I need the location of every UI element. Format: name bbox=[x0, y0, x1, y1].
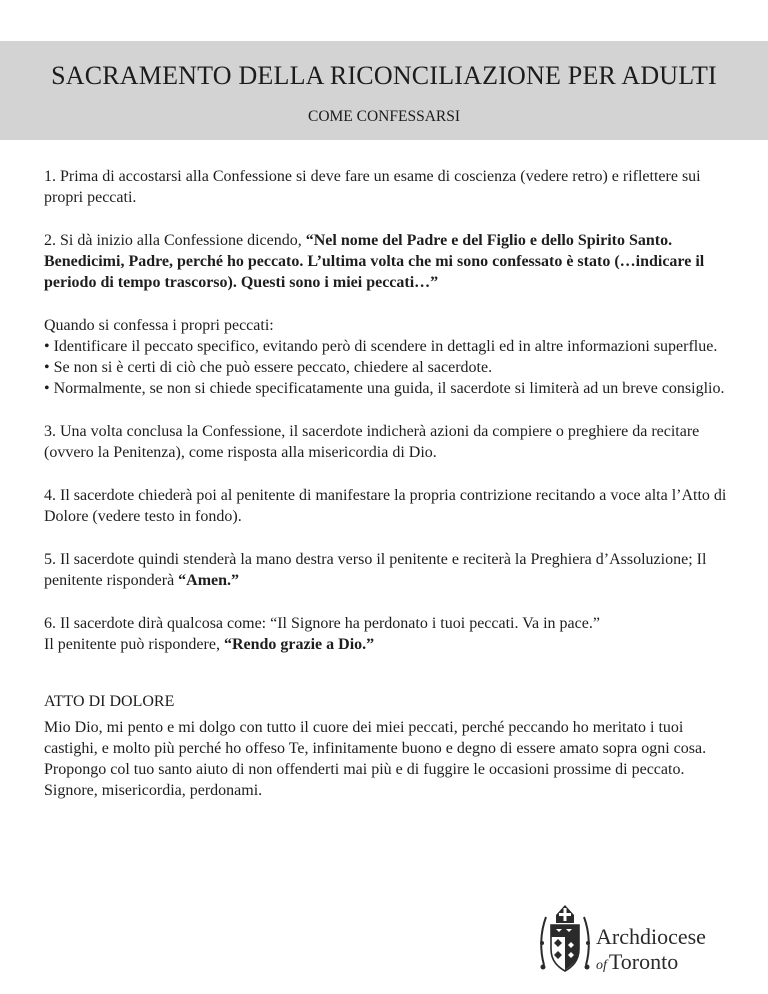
main-content bbox=[44, 166, 734, 801]
act-text: Mio Dio, mi pento e mi dolgo con tutto il cuore dei miei peccati, perché peccando ho meritato i tuoi castighi, e molto più perché ho offeso Te, infinitamente buono e degno di essere amato sopra ogni cosa. Propongo col tuo santo aiuto di non offenderti mai più e di fuggire le occasioni prossime di peccato. Signore, misericordia, perdonami. bbox=[44, 719, 707, 799]
step-2-intro: 2. Si dà inizio alla Confessione dicendo, bbox=[44, 232, 306, 249]
step-5 bbox=[44, 549, 734, 591]
step-2 bbox=[44, 230, 734, 293]
confess-heading: Quando si confessa i propri peccati: bbox=[44, 317, 274, 334]
bullet-2: • Se non si è certi di ciò che può essere peccato, chiedere al sacerdote. bbox=[44, 359, 493, 376]
archdiocese-logo bbox=[538, 903, 738, 975]
step-6-line-2 bbox=[44, 634, 734, 655]
bullet-1: • Identificare il peccato specifico, evitando però di scendere in dettagli ed in altre informazioni superflue. bbox=[44, 338, 718, 355]
step-1: 1. Prima di accostarsi alla Confessione si deve fare un esame di coscienza (vedere retro) e riflettere sui propri peccati. bbox=[44, 168, 701, 206]
logo-text-toronto-line bbox=[596, 949, 678, 975]
logo-text-of: of bbox=[596, 958, 607, 973]
step-3: 3. Una volta conclusa la Confessione, il sacerdote indicherà azioni da compiere o preghiere da recitare (ovvero la Penitenza), come risposta alla misericordia di Dio. bbox=[44, 423, 700, 461]
step-6-line-1: 6. Il sacerdote dirà qualcosa come: “Il Signore ha perdonato i tuoi peccati. Va in pace.” bbox=[44, 615, 600, 632]
page-subtitle: COME CONFESSARSI bbox=[307, 108, 461, 125]
bullet-3: • Normalmente, se non si chiede specificatamente una guida, il sacerdote si limiterà ad un breve consiglio. bbox=[44, 380, 725, 397]
step-5-intro: 5. Il sacerdote quindi stenderà la mano destra verso il penitente e reciterà la Preghiera d’Assoluzione; Il penitente risponderà bbox=[44, 551, 707, 589]
step-2-quote: “Nel nome del Padre e del Figlio e dello Spirito Santo. Benedicimi, Padre, perché ho peccato. L’ultima volta che mi sono confessato è stato (…indicare il periodo di tempo trascorso). Questi sono i miei peccati…” bbox=[44, 232, 705, 291]
page-title: SACRAMENTO DELLA RICONCILIAZIONE PER ADULTI bbox=[51, 61, 717, 90]
logo-text-archdiocese: Archdiocese bbox=[596, 924, 706, 949]
step-4: 4. Il sacerdote chiederà poi al penitente di manifestare la propria contrizione recitando a voce alta l’Atto di Dolore (vedere testo in fondo). bbox=[44, 487, 727, 525]
step-5-quote: “Amen.” bbox=[178, 572, 240, 589]
act-heading: ATTO DI DOLORE bbox=[44, 693, 175, 710]
coat-of-arms-icon bbox=[538, 903, 592, 975]
step-6-quote: “Rendo grazie a Dio.” bbox=[223, 636, 375, 653]
step-6-intro: Il penitente può rispondere, bbox=[44, 636, 224, 653]
header-banner bbox=[0, 41, 768, 140]
logo-text-toronto: Toronto bbox=[608, 949, 679, 974]
